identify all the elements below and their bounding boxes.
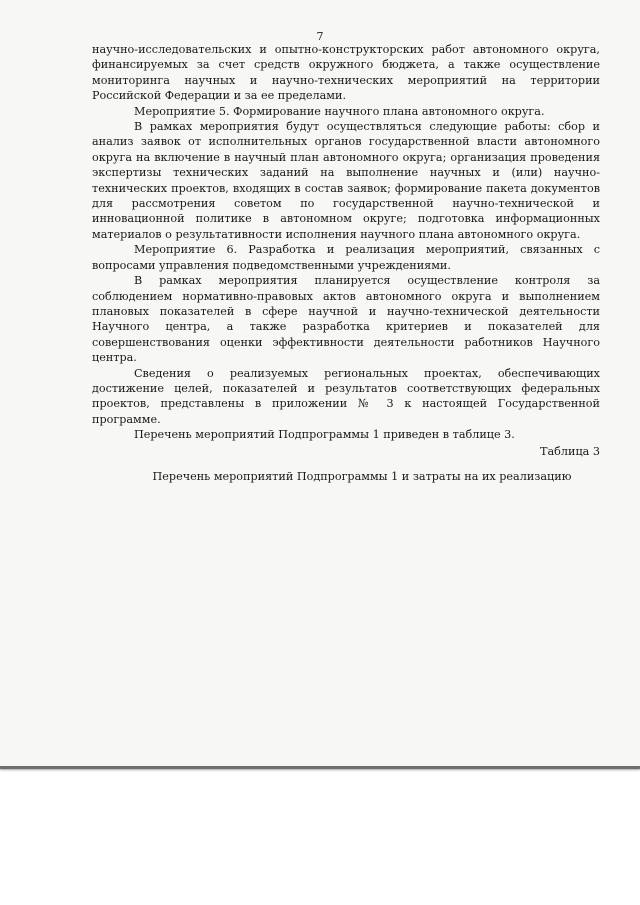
paragraph-table-reference: Перечень мероприятий Подпрограммы 1 приведен в таблице 3. <box>134 428 515 442</box>
paragraph-regional-projects: Сведения о реализуемых региональных проектах, обеспечивающих достижение целей, показателей и результатов соответствующих федеральных проектов, представлены в приложении № 3 к настоящей Государственной программе. <box>92 366 600 426</box>
page-number: 7 <box>316 30 324 43</box>
scan-edge-divider <box>0 766 640 769</box>
paragraph-measure-6-details: В рамках мероприятия планируется осуществление контроля за соблюдением нормативно-правовых актов автономного округа и выполнением плановых показателей в сфере научной и научно-технической деятельности Научного центра, а также разработка критериев и показателей для совершенствования оценки эффективности деятельности работников Научного центра. <box>92 274 600 365</box>
paragraph-measure-6-heading: Мероприятие 6. Разработка и реализация мероприятий, связанных с вопросами управления подведомственными учреждениями. <box>92 243 600 272</box>
paragraph-measure-5-heading: Мероприятие 5. Формирование научного плана автономного округа. <box>134 104 545 118</box>
paragraph-measure-5-details: В рамках мероприятия будут осуществляться следующие работы: сбор и анализ заявок от исполнительных органов государственной власти автономного округа на включение в научный план автономного округа; организация проведения экспертизы технических заданий на выполнение научных и (или) научно-технических проектов, входящих в состав заявок; формирование пакета документов для рассмотрения советом по государственной научно-технической и инновационной политике в автономном округе; подготовка информационных материалов о результативности исполнения научного плана автономного округа. <box>92 120 600 241</box>
table-label: Таблица 3 <box>540 445 600 458</box>
body-text <box>92 42 600 443</box>
table-title: Перечень мероприятий Подпрограммы 1 и затраты на их реализацию <box>152 470 572 483</box>
paragraph-continuation: научно-исследовательских и опытно-конструкторских работ автономного округа, финансируемых за счет средств окружного бюджета, а также осуществление мониторинга научных и научно-технических мероприятий на территории Российской Федерации и за ее пределами. <box>92 43 600 103</box>
